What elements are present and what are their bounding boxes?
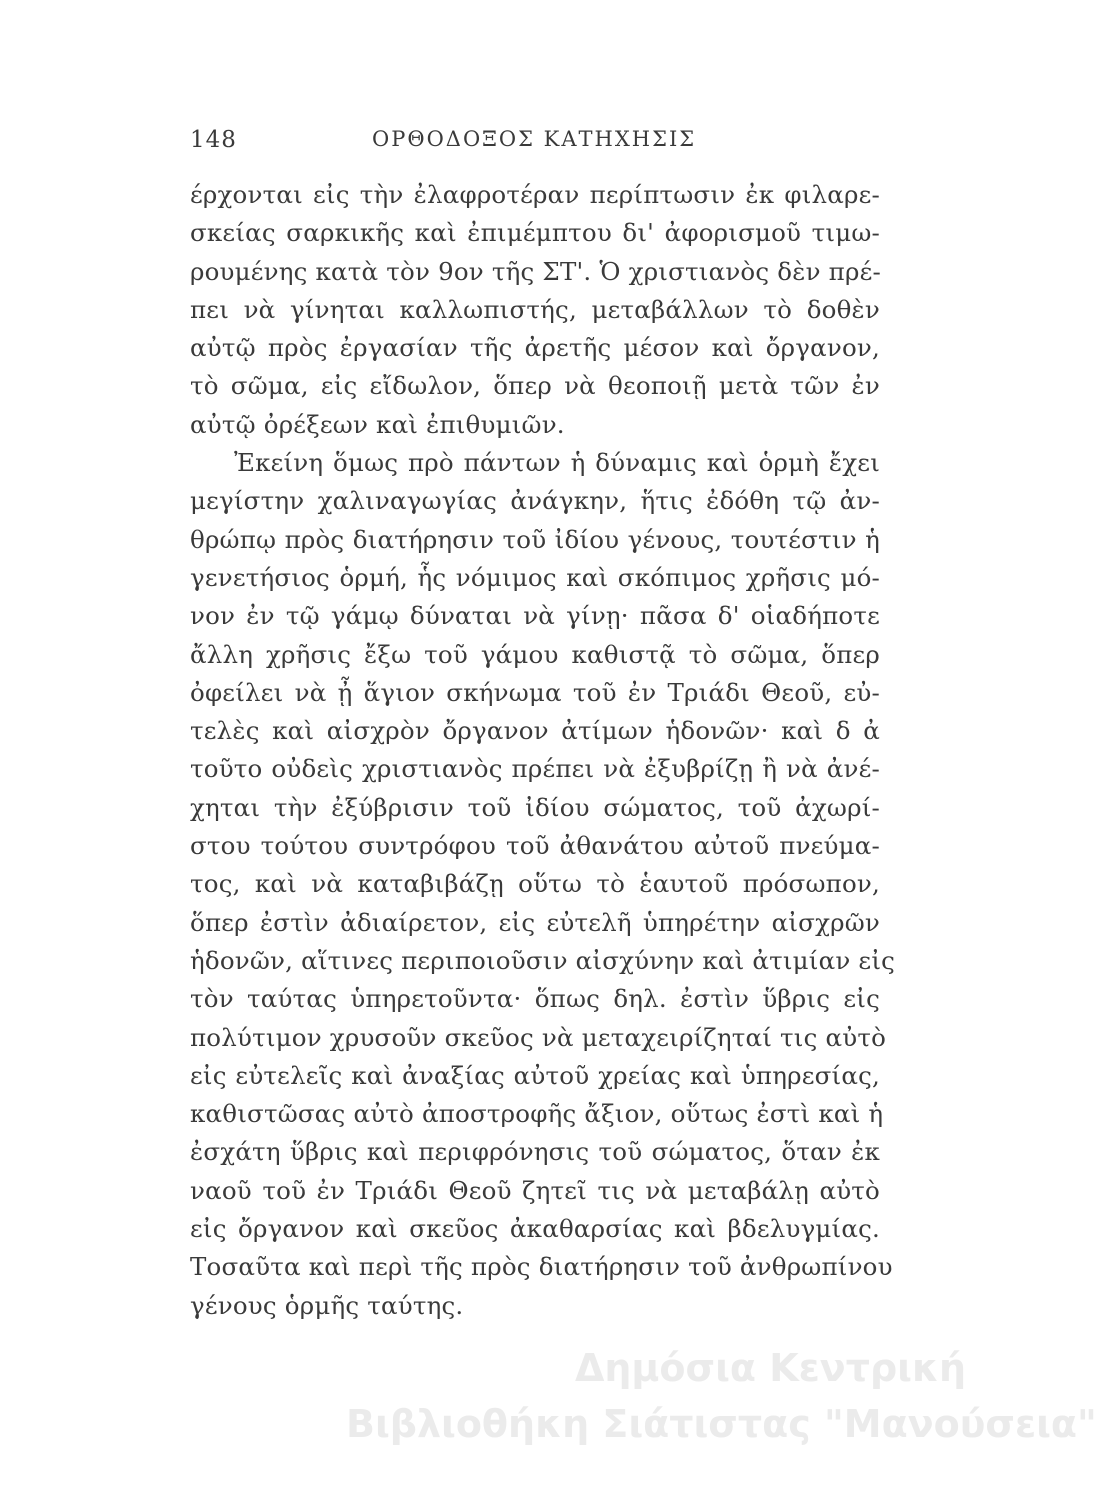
text-line: έρχονται εἰς τὴν ἐλαφροτέραν περίπτωσιν ἐκ φιλαρε- [190, 180, 880, 209]
text-line: αὐτῷ πρὸς ἐργασίαν τῆς ἀρετῆς μέσον καὶ ὄργανον, [190, 333, 880, 363]
watermark-line: Βιβλιοθήκη Σιάτιστας "Μανούσεια" [346, 1402, 1097, 1446]
text-line: στου τούτου συντρόφου τοῦ ἀθανάτου αὐτοῦ πνεύμα- [190, 831, 880, 861]
text-line: τὸν ταύτας ὑπηρετοῦντα· ὅπως δηλ. ἐστὶν ὕβρις εἰς [190, 984, 880, 1014]
text-line: τοῦτο οὐδεὶς χριστιανὸς πρέπει νὰ ἐξυβρίζῃ ἢ νὰ ἀνέ- [190, 754, 880, 784]
text-line: αὐτῷ ὀρέξεων καὶ ἐπιθυμιῶν. [190, 409, 565, 439]
text-line: νον ἐν τῷ γάμῳ δύναται νὰ γίνῃ· πᾶσα δ' οἱαδήποτε [190, 601, 880, 631]
text-line: ναοῦ τοῦ ἐν Τριάδι Θεοῦ ζητεῖ τις νὰ μεταβάλῃ αὐτὸ [190, 1175, 880, 1205]
text-line: γενετήσιος ὁρμή, ἧς νόμιμος καὶ σκόπιμος χρῆσις μό- [190, 562, 880, 592]
text-line: εἰς ὄργανον καὶ σκεῦος ἀκαθαρσίας καὶ βδελυγμίας. [190, 1214, 880, 1244]
text-line: μεγίστην χαλιναγωγίας ἀνάγκην, ἥτις ἐδόθη τῷ ἀν- [190, 486, 880, 516]
page-header [190, 127, 880, 161]
text-line: ἡδονῶν, αἵτινες περιποιοῦσιν αἰσχύνην καὶ ἀτιμίαν εἰς [190, 945, 896, 975]
text-line: γένους ὁρμῆς ταύτης. [190, 1290, 464, 1320]
text-line: Τοσαῦτα καὶ περὶ τῆς πρὸς διατήρησιν τοῦ ἀνθρωπίνου [190, 1252, 893, 1282]
running-title: ΟΡΘΟΔΟΞΟΣ ΚΑΤΗΧΗΣΙΣ [372, 127, 697, 151]
text-line: ὅπερ ἐστὶν ἀδιαίρετον, εἰς εὐτελῆ ὑπηρέτην αἰσχρῶν [190, 907, 880, 937]
text-line: τὸ σῶμα, εἰς εἴδωλον, ὅπερ νὰ θεοποιῇ μετὰ τῶν ἐν [190, 371, 880, 401]
text-line: τελὲς καὶ αἰσχρὸν ὄργανον ἀτίμων ἡδονῶν· καὶ δ ἀ [190, 716, 880, 746]
text-line: τος, καὶ νὰ καταβιβάζῃ οὕτω τὸ ἑαυτοῦ πρόσωπον, [190, 869, 880, 899]
text-line: χηται τὴν ἐξύβρισιν τοῦ ἰδίου σώματος, τοῦ ἀχωρί- [190, 792, 880, 822]
text-line: ἄλλη χρῆσις ἔξω τοῦ γάμου καθιστᾷ τὸ σῶμα, ὅπερ [190, 639, 880, 669]
watermark-line: Δημόσια Κεντρική [574, 1346, 966, 1390]
text-line: σκείας σαρκικῆς καὶ ἐπιμέμπτου δι' ἀφορισμοῦ τιμω- [190, 218, 880, 248]
text-line: εἰς εὐτελεῖς καὶ ἀναξίας αὐτοῦ χρείας καὶ ὑπηρεσίας, [190, 1060, 880, 1090]
text-line: ἐσχάτη ὕβρις καὶ περιφρόνησις τοῦ σώματος, ὅταν ἐκ [190, 1137, 880, 1167]
text-line: πολύτιμον χρυσοῦν σκεῦος νὰ μεταχειρίζηταί τις αὐτὸ [190, 1022, 887, 1052]
page-number: 148 [190, 127, 237, 153]
text-line: θρώπῳ πρὸς διατήρησιν τοῦ ἰδίου γένους, τουτέστιν ἡ [190, 524, 880, 554]
text-line: πει νὰ γίνηται καλλωπιστής, μεταβάλλων τὸ δοθὲν [190, 294, 880, 324]
body-text [190, 176, 896, 1325]
library-watermark [346, 1340, 1097, 1452]
text-line: ὀφείλει νὰ ᾖ ἅγιον σκήνωμα τοῦ ἐν Τριάδι Θεοῦ, εὐ- [190, 677, 880, 707]
text-line: ρουμένης κατὰ τὸν 9ον τῆς ΣΤ'. Ὁ χριστιανὸς δὲν πρέ- [190, 256, 881, 286]
text-line: Ἐκείνη ὅμως πρὸ πάντων ἡ δύναμις καὶ ὁρμὴ ἔχει [234, 448, 880, 478]
text-line: καθιστῶσας αὐτὸ ἀποστροφῆς ἄξιον, οὕτως ἐστὶ καὶ ἡ [190, 1099, 884, 1129]
